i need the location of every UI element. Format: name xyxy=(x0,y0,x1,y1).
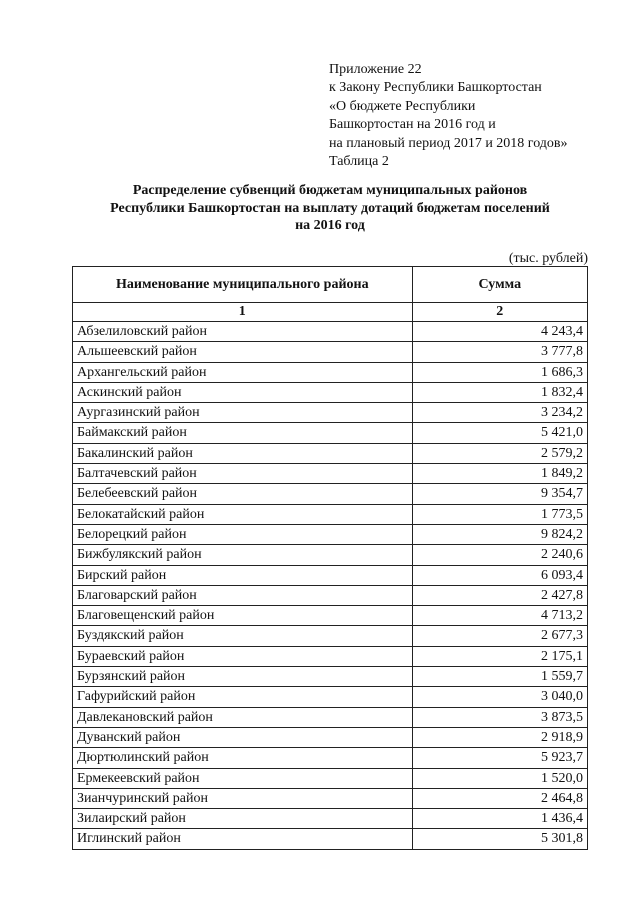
table-row xyxy=(73,423,588,443)
table-row xyxy=(73,504,588,524)
sum-cell: 3 040,0 xyxy=(412,687,587,707)
district-name-cell: Гафурийский район xyxy=(73,687,413,707)
sum-cell: 3 234,2 xyxy=(412,403,587,423)
table-row xyxy=(73,626,588,646)
units-note: (тыс. рублей) xyxy=(508,251,588,266)
district-name-cell: Архангельский район xyxy=(73,362,413,382)
table-row xyxy=(73,829,588,849)
district-name-cell: Благоварский район xyxy=(73,585,413,605)
table-row xyxy=(73,585,588,605)
appendix-line: к Закону Республики Башкортостан xyxy=(329,80,542,96)
sum-cell: 2 464,8 xyxy=(412,788,587,808)
sum-cell: 1 849,2 xyxy=(412,464,587,484)
table-row xyxy=(73,768,588,788)
district-name-cell: Белокатайский район xyxy=(73,504,413,524)
table-row xyxy=(73,382,588,402)
district-name-cell: Бакалинский район xyxy=(73,443,413,463)
district-name-cell: Аскинский район xyxy=(73,382,413,402)
district-name-cell: Ермекеевский район xyxy=(73,768,413,788)
sum-cell: 2 175,1 xyxy=(412,646,587,666)
title-line: на 2016 год xyxy=(295,218,365,233)
appendix-line: Таблица 2 xyxy=(329,154,389,170)
appendix-line: «О бюджете Республики xyxy=(329,98,476,114)
table-row xyxy=(73,687,588,707)
sum-cell: 1 559,7 xyxy=(412,667,587,687)
district-name-cell: Дюртюлинский район xyxy=(73,748,413,768)
table-row xyxy=(73,524,588,544)
district-name-cell: Абзелиловский район xyxy=(73,322,413,342)
sum-cell: 2 427,8 xyxy=(412,585,587,605)
district-name-cell: Бирский район xyxy=(73,565,413,585)
table-row xyxy=(73,565,588,585)
sum-cell: 5 301,8 xyxy=(412,829,587,849)
table-row xyxy=(73,707,588,727)
sum-cell: 2 579,2 xyxy=(412,443,587,463)
sum-cell: 5 421,0 xyxy=(412,423,587,443)
sum-cell: 4 713,2 xyxy=(412,606,587,626)
table-row xyxy=(73,362,588,382)
district-name-cell: Благовещенский район xyxy=(73,606,413,626)
table-row xyxy=(73,403,588,423)
sum-cell: 1 520,0 xyxy=(412,768,587,788)
district-name-cell: Дуванский район xyxy=(73,727,413,747)
header-sum: Сумма xyxy=(412,267,587,303)
district-name-cell: Бураевский район xyxy=(73,646,413,666)
table-row xyxy=(73,809,588,829)
subsidy-table xyxy=(72,266,588,850)
table-row xyxy=(73,667,588,687)
appendix-line: Башкортостан на 2016 год и xyxy=(329,117,496,133)
table-header-row xyxy=(73,267,588,303)
district-name-cell: Балтачевский район xyxy=(73,464,413,484)
district-name-cell: Аургазинский район xyxy=(73,403,413,423)
table-row xyxy=(73,545,588,565)
sum-cell: 1 436,4 xyxy=(412,809,587,829)
sum-cell: 9 354,7 xyxy=(412,484,587,504)
sum-cell: 6 093,4 xyxy=(412,565,587,585)
sum-cell: 5 923,7 xyxy=(412,748,587,768)
column-number-2: 2 xyxy=(412,303,587,322)
table-row xyxy=(73,464,588,484)
district-name-cell: Давлекановский район xyxy=(73,707,413,727)
table-row xyxy=(73,484,588,504)
column-number-row xyxy=(73,303,588,322)
table-body xyxy=(73,322,588,850)
district-name-cell: Белебеевский район xyxy=(73,484,413,504)
sum-cell: 1 686,3 xyxy=(412,362,587,382)
table-row xyxy=(73,322,588,342)
table-row xyxy=(73,748,588,768)
district-name-cell: Бурзянский район xyxy=(73,667,413,687)
district-name-cell: Альшеевский район xyxy=(73,342,413,362)
sum-cell: 1 773,5 xyxy=(412,504,587,524)
sum-cell: 2 918,9 xyxy=(412,727,587,747)
title-line: Распределение субвенций бюджетам муниципальных районов xyxy=(132,183,528,198)
document-title xyxy=(70,182,590,235)
title-line: Республики Башкортостан на выплату дотаций бюджетам поселений xyxy=(110,200,550,216)
appendix-line: Приложение 22 xyxy=(329,62,422,77)
appendix-line: на плановый период 2017 и 2018 годов» xyxy=(329,135,568,151)
table-row xyxy=(73,788,588,808)
table-row xyxy=(73,443,588,463)
table-row xyxy=(73,646,588,666)
column-number-1: 1 xyxy=(73,303,413,322)
district-name-cell: Бижбулякский район xyxy=(73,545,413,565)
sum-cell: 1 832,4 xyxy=(412,382,587,402)
table-row xyxy=(73,342,588,362)
sum-cell: 4 243,4 xyxy=(412,322,587,342)
header-district-name: Наименование муниципального района xyxy=(73,267,413,303)
sum-cell: 3 777,8 xyxy=(412,342,587,362)
table-row xyxy=(73,606,588,626)
sum-cell: 2 240,6 xyxy=(412,545,587,565)
district-name-cell: Баймакский район xyxy=(73,423,413,443)
district-name-cell: Зилаирский район xyxy=(73,809,413,829)
sum-cell: 9 824,2 xyxy=(412,524,587,544)
appendix-note xyxy=(329,61,568,171)
table-row xyxy=(73,727,588,747)
sum-cell: 2 677,3 xyxy=(412,626,587,646)
district-name-cell: Буздякский район xyxy=(73,626,413,646)
district-name-cell: Зианчуринский район xyxy=(73,788,413,808)
sum-cell: 3 873,5 xyxy=(412,707,587,727)
district-name-cell: Иглинский район xyxy=(73,829,413,849)
district-name-cell: Белорецкий район xyxy=(73,524,413,544)
